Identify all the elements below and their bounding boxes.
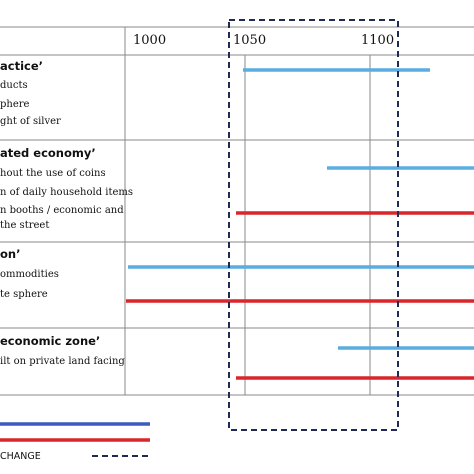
section-1-item-1: ducts <box>0 80 28 91</box>
section-1-item-3: ght of silver <box>0 116 61 127</box>
section-2-item-4: the street <box>0 220 50 231</box>
section-2-item-1: hout the use of coins <box>0 168 106 179</box>
section-title-4: economic zone’ <box>0 334 101 348</box>
section-4-item-1: ilt on private land facing <box>0 356 125 367</box>
year-label-1100: 1100 <box>361 33 395 48</box>
section-1-item-2: phere <box>0 99 30 110</box>
section-title-2: ated economy’ <box>0 146 96 160</box>
section-3-item-2: te sphere <box>0 289 48 300</box>
change-period-dashed-box <box>229 20 398 430</box>
timeline-bars <box>126 70 474 378</box>
section-3-item-1: ommodities <box>0 269 59 280</box>
year-label-1000: 1000 <box>133 33 167 48</box>
year-label-1050: 1050 <box>233 33 267 48</box>
section-title-1: actice’ <box>0 59 44 73</box>
section-2-item-2: n of daily household items <box>0 187 134 198</box>
legend-change-label: CHANGE <box>0 451 41 462</box>
section-title-3: on’ <box>0 247 21 261</box>
section-2-item-3: n booths / economic and <box>0 205 124 216</box>
